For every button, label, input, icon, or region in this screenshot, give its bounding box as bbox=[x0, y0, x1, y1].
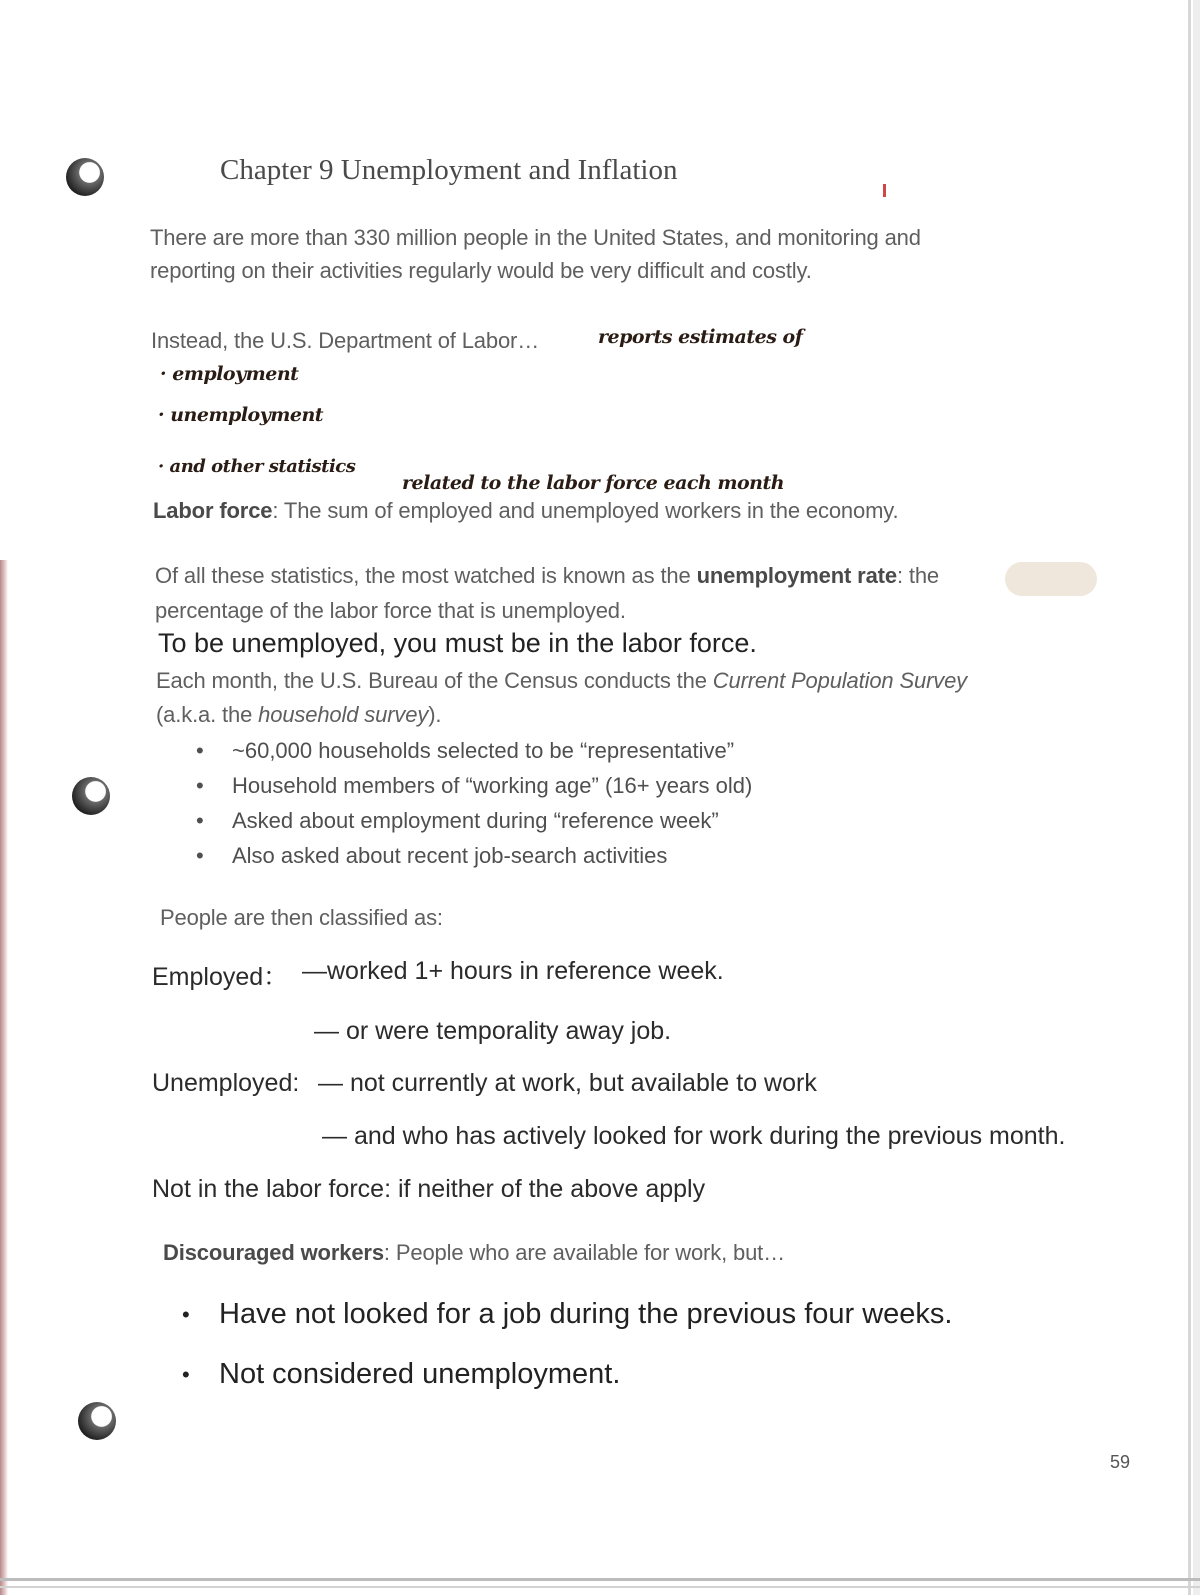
highlight-mark bbox=[1005, 562, 1097, 596]
classified-heading: People are then classified as: bbox=[160, 905, 443, 930]
discouraged-text: : People who are available for work, but… bbox=[383, 1240, 785, 1265]
unemployment-rate-line-2: percentage of the labor force that is unemployed. bbox=[155, 598, 626, 623]
unemployed-line-1: — not currently at work, but available to work bbox=[318, 1069, 817, 1097]
page-number: 59 bbox=[1110, 1452, 1131, 1472]
discouraged-bullet-list bbox=[182, 1298, 952, 1391]
handwritten-note-labor-force: related to the labor force each month bbox=[402, 472, 785, 494]
handwritten-note-other-statistics: · and other statistics bbox=[158, 456, 356, 477]
not-in-labor-force: Not in the labor force: if neither of the above apply bbox=[152, 1175, 706, 1203]
survey-bullet-list bbox=[196, 738, 752, 878]
intro-line-2: reporting on their activities regularly would be very difficult and costly. bbox=[150, 258, 812, 283]
punch-hole-top bbox=[66, 158, 104, 196]
page-edge bbox=[1188, 0, 1191, 1595]
handwritten-reports-estimates: reports estimates of bbox=[598, 326, 803, 348]
list-item-text: Have not looked for a job during the previous four weeks. bbox=[219, 1298, 953, 1330]
household-survey: household survey bbox=[258, 702, 429, 727]
employed-line-1: —worked 1+ hours in reference week. bbox=[302, 957, 724, 985]
unemployed-line-2: — and who has actively looked for work during the previous month. bbox=[322, 1122, 1066, 1150]
unemployment-rate-term: unemployment rate bbox=[696, 563, 897, 588]
unemployment-rate-prefix: Of all these statistics, the most watched is known as the bbox=[155, 563, 697, 588]
punch-hole-bottom bbox=[78, 1402, 116, 1440]
list-item-text: Household members of “working age” (16+ years old) bbox=[232, 773, 753, 798]
survey-prefix: Each month, the U.S. Bureau of the Census conducts the bbox=[156, 668, 713, 693]
must-be-in-labor-force: To be unemployed, you must be in the labor force. bbox=[158, 628, 757, 658]
list-item-text: ~60,000 households selected to be “representative” bbox=[232, 738, 735, 763]
survey-aka-prefix: (a.k.a. the bbox=[156, 702, 259, 727]
page-edge-shadow bbox=[1193, 0, 1200, 1595]
list-item: • ~60,000 households selected to be “representative” bbox=[196, 738, 735, 763]
chapter-title: Chapter 9 Unemployment and Inflation bbox=[220, 154, 678, 186]
list-item-text: Not considered unemployment. bbox=[219, 1358, 621, 1390]
bottom-edge bbox=[0, 1578, 1200, 1581]
unemployed-label: Unemployed: bbox=[152, 1069, 300, 1097]
handwritten-note-unemployment: · unemployment bbox=[158, 404, 324, 426]
intro-line-1: There are more than 330 million people in the United States, and monitoring and bbox=[150, 225, 921, 250]
labor-force-definition bbox=[153, 498, 898, 524]
discouraged-definition bbox=[163, 1240, 785, 1266]
unemployment-rate-suffix: : the bbox=[896, 563, 940, 588]
employed-line-2: — or were temporality away job. bbox=[314, 1017, 672, 1045]
list-item-text: Asked about employment during “reference week” bbox=[232, 808, 719, 833]
discouraged-term: Discouraged workers bbox=[163, 1240, 384, 1265]
employed-label: Employed： bbox=[152, 963, 289, 991]
list-item: • Not considered unemployment. bbox=[182, 1358, 621, 1390]
survey-line-1 bbox=[156, 668, 967, 694]
unemployment-rate-line-1 bbox=[155, 563, 939, 589]
list-item: • Have not looked for a job during the previous four weeks. bbox=[182, 1298, 953, 1330]
labor-force-text: : The sum of employed and unemployed workers in the economy. bbox=[272, 498, 899, 523]
list-item: • Household members of “working age” (16+ years old) bbox=[196, 773, 753, 798]
survey-name: Current Population Survey bbox=[712, 668, 968, 693]
survey-line-2 bbox=[156, 702, 441, 728]
instead-text: Instead, the U.S. Department of Labor… bbox=[151, 328, 540, 353]
red-pen-mark bbox=[883, 184, 886, 197]
punch-hole-middle bbox=[72, 777, 110, 815]
survey-aka-suffix: ). bbox=[428, 702, 442, 727]
left-edge-stain bbox=[0, 560, 8, 1595]
bottom-edge-shadow bbox=[0, 1586, 1200, 1588]
labor-force-term: Labor force bbox=[153, 498, 273, 523]
list-item: • Asked about employment during “reference week” bbox=[196, 808, 719, 833]
list-item-text: Also asked about recent job-search activities bbox=[232, 843, 668, 868]
list-item: • Also asked about recent job-search activities bbox=[196, 843, 668, 868]
handwritten-note-employment: · employment bbox=[160, 363, 299, 385]
